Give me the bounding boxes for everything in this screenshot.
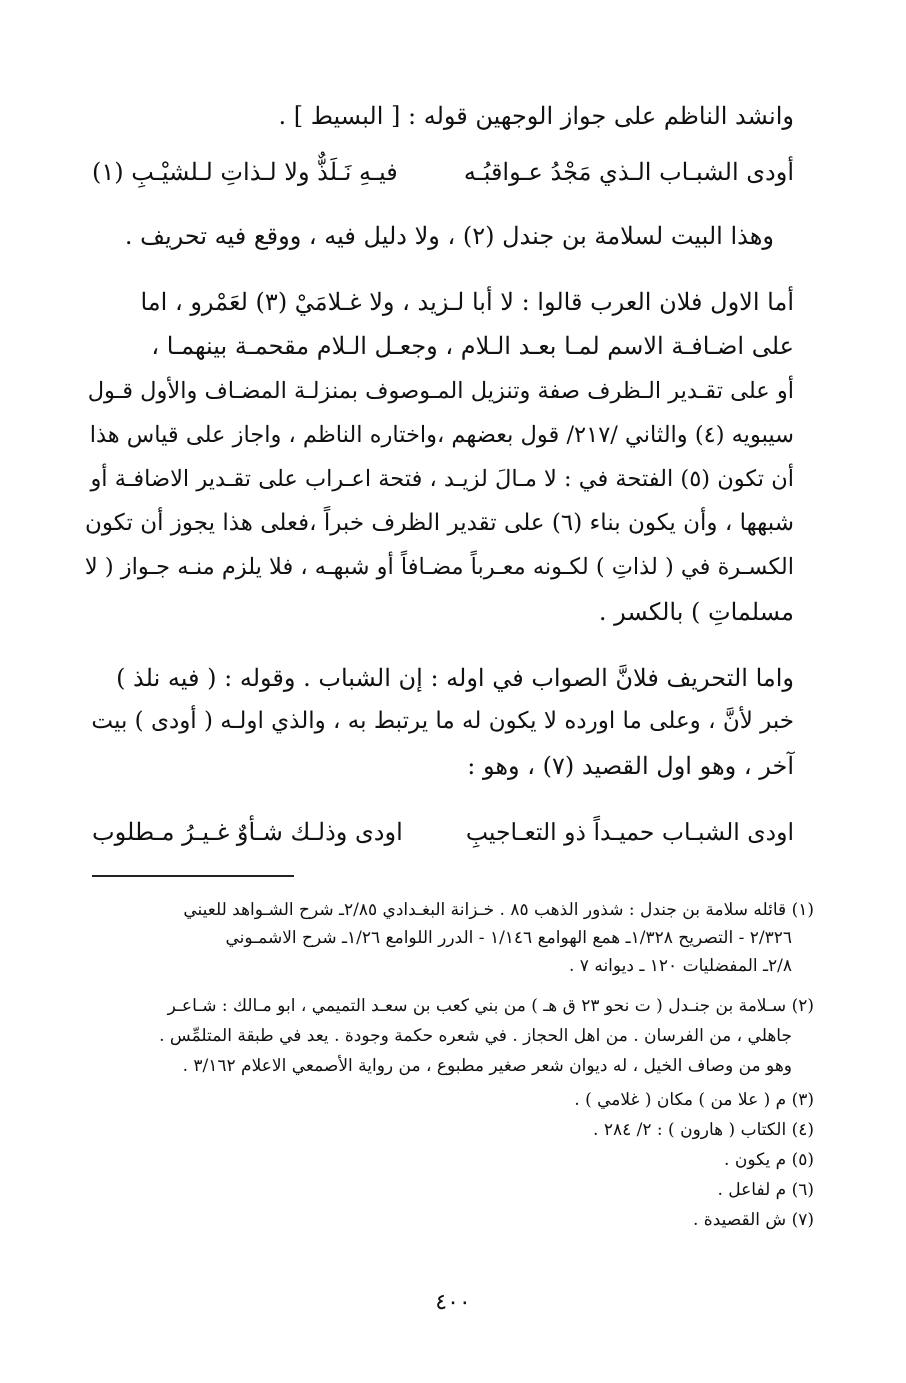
paragraph-1-line: سيبويه (٤) والثاني /٢١٧/ قول بعضهم ،واختاره الناظم ، واجاز على قياس هذا [89, 422, 794, 448]
verse2-second-hemistich: اودى وذلـك شـأوٌ غـيـرُ مـطلوب [92, 818, 403, 846]
paragraph-1-line: شبهها ، وأن يكون بناء (٦) على تقدير الظرف خبراً ،فعلى هذا يجوز أن تكون [85, 510, 794, 536]
footnote-line: (٥) م يكون . [724, 1150, 814, 1170]
footnote-line: (١) قائله سلامة بن جندل : شذور الذهب ٨٥ . خـزانة البغـدادي ٢/٨٥ـ شرح الشـواهد للعيني [183, 900, 814, 920]
page-number: ٤٠٠ [435, 1290, 471, 1315]
footnote-line: (٢) سـلامة بن جنـدل ( ت نحو ٢٣ ق هـ ) من بني كعب بن سعـد التميمي ، ابو مـالك : شـاعـر [167, 996, 814, 1016]
paragraph-2-line: واما التحريف فلانَّ الصواب في اوله : إن الشباب . وقوله : ( فيه نلذ ) [116, 664, 794, 692]
verse1-first-hemistich: أودى الشبـاب الـذي مَجْدُ عـواقبُـه [463, 158, 794, 186]
footnote-line: ٢/٣٢٦ - التصريح ١/٣٢٨ـ همع الهوامع ١/١٤٦ - الدرر اللوامع ١/٢٦ـ شرح الاشمـوني [225, 928, 792, 948]
paragraph-2-line: خبر لأنَّ ، وعلى ما اورده لا يكون له ما يرتبط به ، والذي اولـه ( أودى ) بيت [91, 708, 794, 734]
footnote-line: ٢/٨ـ المفضليات ١٢٠ ـ ديوانه ٧ . [568, 956, 792, 976]
paragraph-1-line: أو على تقـدير الـظرف صفة وتنزيل المـوصوف بمنزلـة المضـاف والأول قـول [87, 378, 794, 404]
paragraph-1-line: أما الاول فلان العرب قالوا : لا أبا لـزيد ، ولا غـلامَيْ (٣) لعَمْرو ، اما [140, 288, 794, 316]
paragraph-1-line: أن تكون (٥) الفتحة في : لا مـالَ لزيـد ، فتحة اعـراب على تقـدير الاضافـة أو [90, 466, 794, 492]
paragraph-1-line: مسلماتِ ) بالكسر . [598, 598, 794, 626]
paragraph-1-line: على اضـافـة الاسم لمـا بعـد الـلام ، وجعـل الـلام مقحمـة بينهمـا ، [151, 332, 794, 360]
verse2-first-hemistich: اودى الشبـاب حميـداً ذو التعـاجيبِ [465, 818, 794, 846]
verse1-second-hemistich: فيـهِ نَـلَذٌّ ولا لـذاتِ لـلشيْـبِ (١) [92, 158, 398, 186]
footnote-line: وهو من وصاف الخيل ، له ديوان شعر صغير مطبوع ، من رواية الأصمعي الاعلام ٣/١٦٢ . [182, 1056, 792, 1076]
footnote-divider [92, 875, 294, 877]
intro-line: وانشد الناظم على جواز الوجهين قوله : [ البسيط ] . [278, 102, 794, 130]
footnote-line: جاهلي ، من الفرسان . من اهل الحجاز . في شعره حكمة وجودة . يعد في طبقة المتلمِّس . [159, 1026, 792, 1046]
footnote-line: (٧) ش القصيدة . [693, 1210, 814, 1230]
paragraph-2-line: آخر ، وهو اول القصيد (٧) ، وهو : [467, 752, 794, 780]
footnote-line: (٤) الكتاب ( هارون ) : ٢/ ٢٨٤ . [593, 1120, 814, 1140]
paragraph-1-line: الكسـرة في ( لذاتِ ) لكـونه معـرباً مضـافاً أو شبهـه ، فلا يلزم منـه جـواز ( لا [84, 554, 794, 580]
footnote-line: (٦) م لفاعل . [717, 1180, 814, 1200]
footnote-line: (٣) م ( علا من ) مكان ( غلامي ) . [574, 1090, 814, 1110]
attribution-line: وهذا البيت لسلامة بن جندل (٢) ، ولا دليل فيه ، ووقع فيه تحريف . [124, 222, 774, 250]
